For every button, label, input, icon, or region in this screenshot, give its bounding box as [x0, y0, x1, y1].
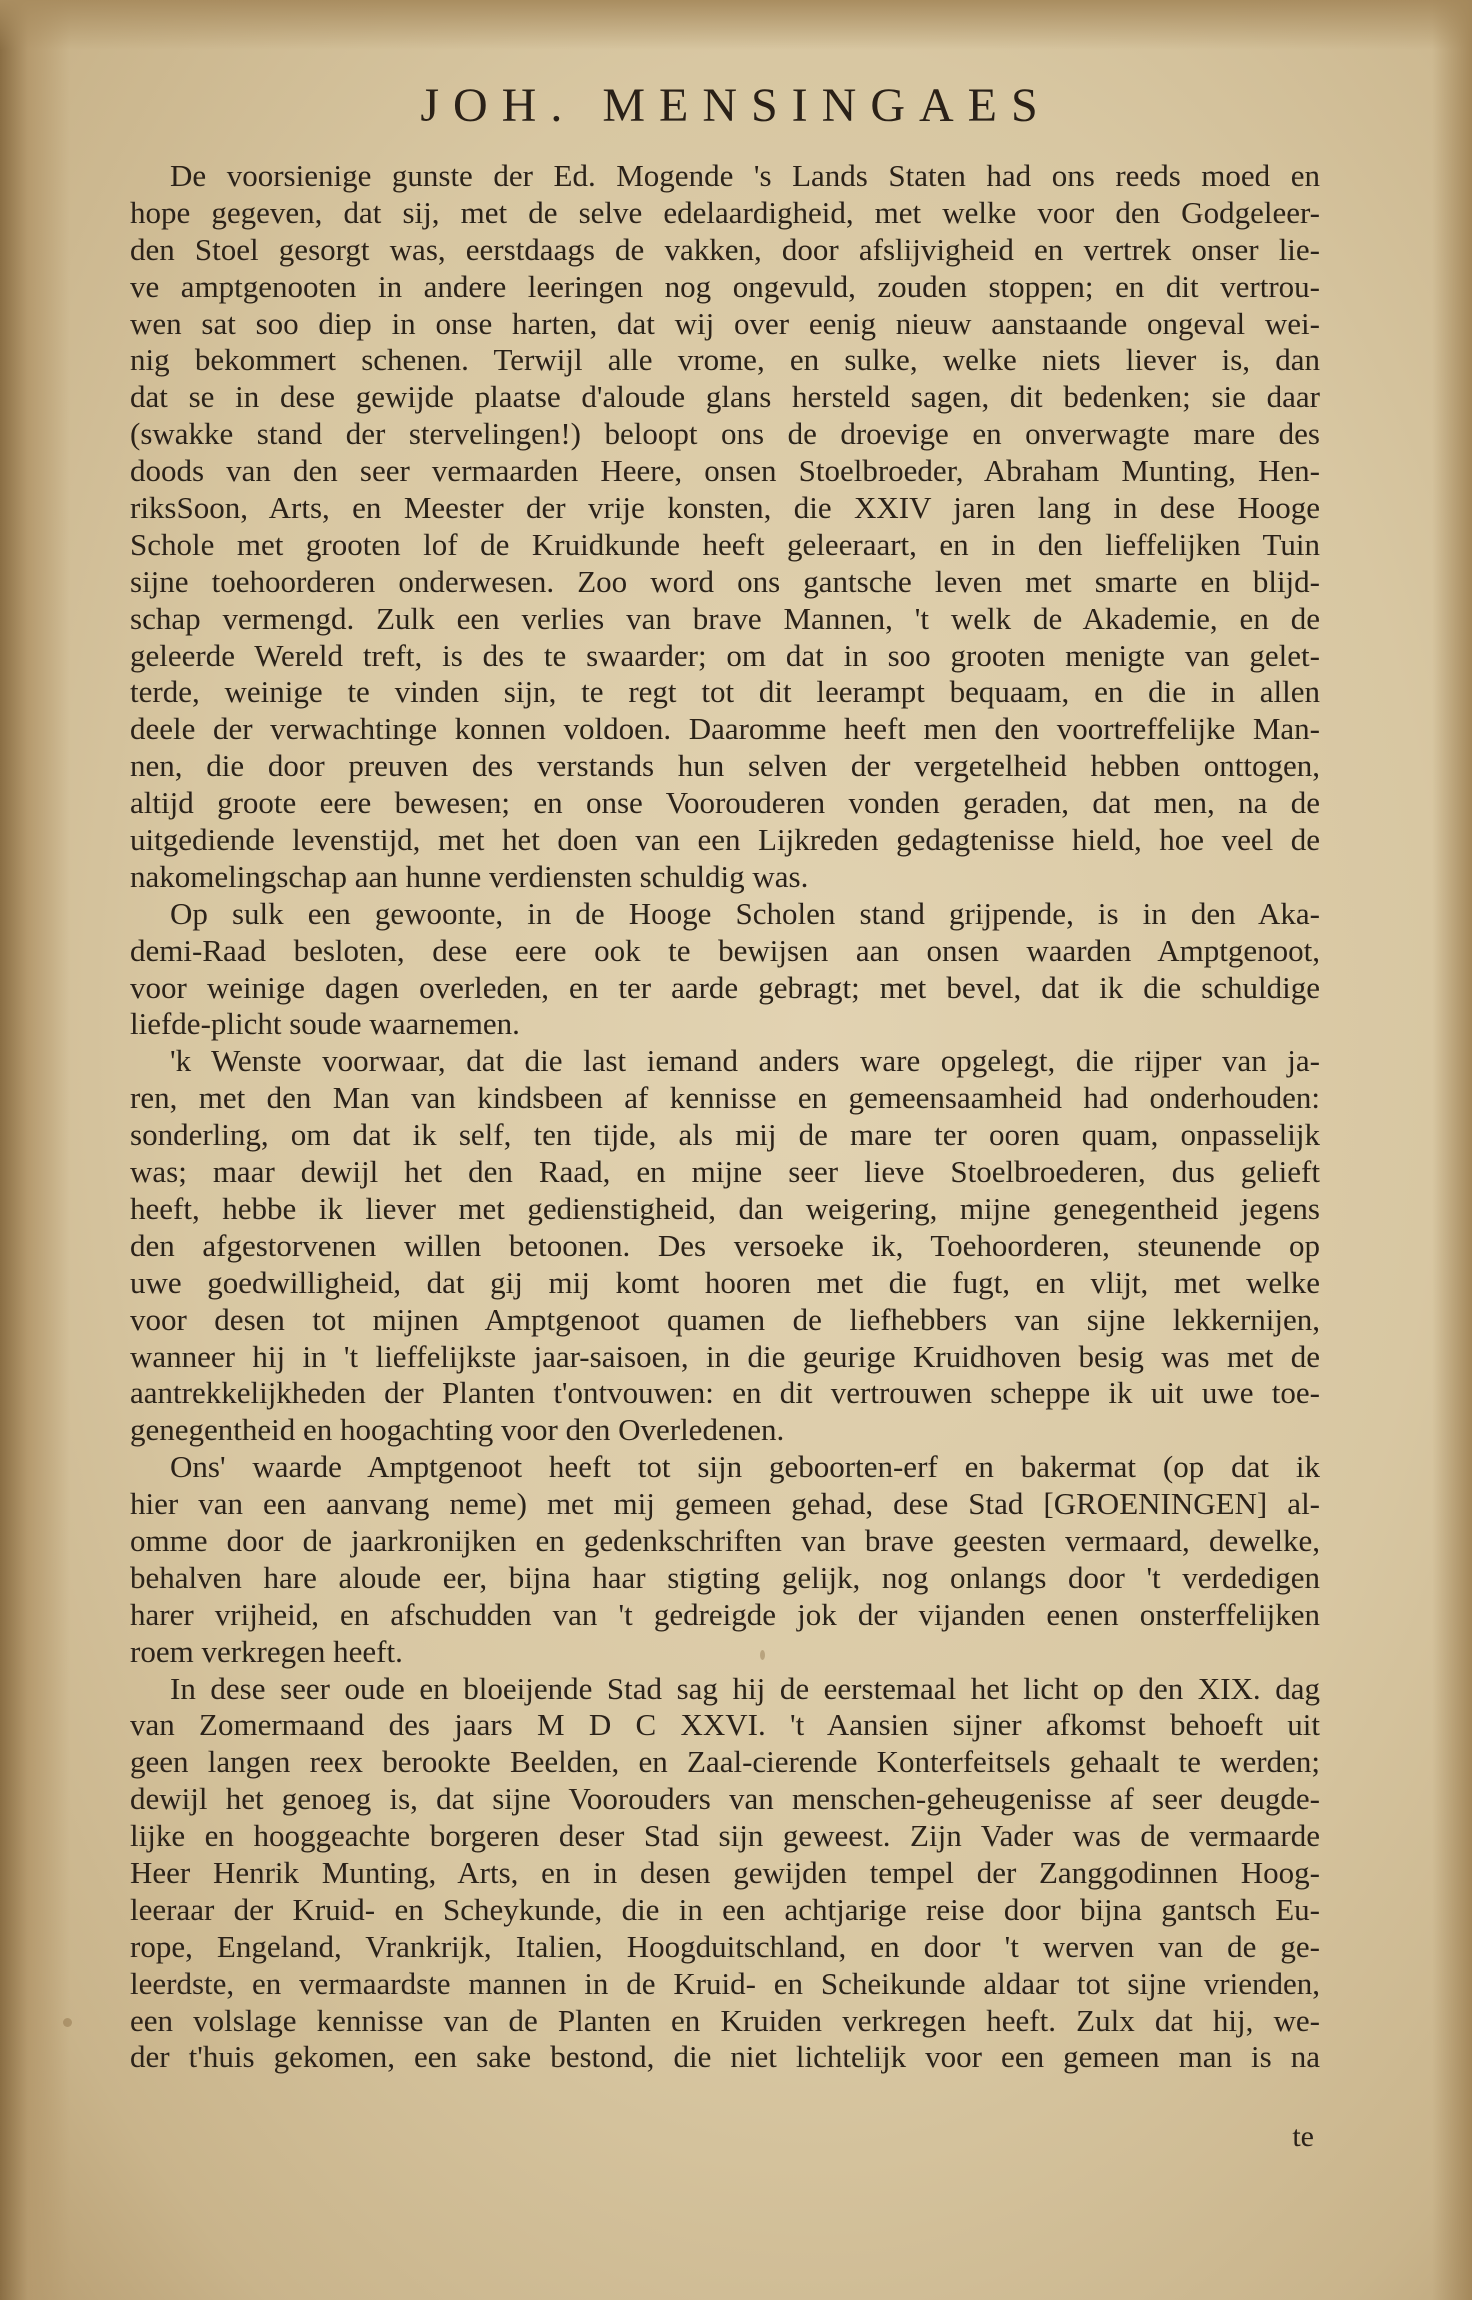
text-line: Schole met grooten lof de Kruidkunde heeft geleeraart, en in den lieffelijken Tuin [130, 526, 1320, 562]
text-line: altijd groote eere bewesen; en onse Voorouderen vonden geraden, dat men, na de [130, 785, 1320, 821]
text-line: 'k Wenste voorwaar, dat die last iemand anders ware opgelegt, die rijper van ja- [170, 1043, 1320, 1079]
text-line: den Stoel gesorgt was, eerstdaags de vakken, door afslijvigheid en vertrek onser lie- [130, 231, 1320, 267]
text-line: was; maar dewijl het den Raad, en mijne seer lieve Stoelbroederen, dus gelieft [130, 1154, 1320, 1190]
text-line: van Zomermaand des jaars M D C XXVI. 't Aansien sijner afkomst behoeft uit [130, 1707, 1320, 1743]
text-line: lijke en hooggeachte borgeren deser Stad sijn geweest. Zijn Vader was de vermaarde [130, 1818, 1320, 1854]
text-line: Ons' waarde Amptgenoot heeft tot sijn geboorten-erf en bakermat (op dat ik [170, 1449, 1320, 1485]
page-shadow-top [0, 0, 1472, 50]
text-line: liefde-plicht soude waarnemen. [130, 1006, 520, 1042]
text-line: een volslage kennisse van de Planten en Kruiden verkregen heeft. Zulx dat hij, we- [130, 2002, 1320, 2038]
text-line: nen, die door preuven des verstands hun selven der vergetelheid hebben onttogen, [130, 748, 1320, 784]
text-line: genegentheid en hoogachting voor den Overledenen. [130, 1412, 785, 1448]
text-line: heeft, hebbe ik liever met gedienstigheid, dan weigering, mijne genegentheid jegens [130, 1190, 1320, 1226]
text-line: omme door de jaarkronijken en gedenkschriften van brave geesten vermaard, dewelke, [130, 1522, 1320, 1558]
text-line: demi-Raad besloten, dese eere ook te bewijsen aan onsen waarden Amptgenoot, [130, 932, 1320, 968]
text-line: rope, Engeland, Vrankrijk, Italien, Hoogduitschland, en door 't werven van de ge- [130, 1928, 1320, 1964]
text-line: geleerde Wereld treft, is des te swaarder; om dat in soo grooten menigte van gelet- [130, 637, 1320, 673]
running-header: JOH. MENSINGAES [420, 79, 1052, 132]
foxing-spot [63, 2018, 72, 2027]
text-line: doods van den seer vermaarden Heere, onsen Stoelbroeder, Abraham Munting, Hen- [130, 453, 1320, 489]
text-line: nig bekommert schenen. Terwijl alle vrome, en sulke, welke niets liever is, dan [130, 342, 1320, 378]
text-line: Heer Henrik Munting, Arts, en in desen gewijden tempel der Zanggodinnen Hoog- [130, 1854, 1320, 1890]
text-line: De voorsienige gunste der Ed. Mogende 's Lands Staten had ons reeds moed en [170, 158, 1320, 193]
page-shadow-left [0, 0, 70, 2300]
text-line: ren, met den Man van kindsbeen af kennisse en gemeensaamheid had onderhouden: [130, 1080, 1320, 1116]
text-line: aantrekkelijkheden der Planten t'ontvouwen: en dit vertrouwen scheppe ik uit uwe toe- [130, 1375, 1320, 1411]
text-line: hope gegeven, dat sij, met de selve edelaardigheid, met welke voor den Godgeleer- [130, 194, 1320, 230]
catchword: te [1292, 2120, 1314, 2153]
text-line: roem verkregen heeft. [130, 1633, 403, 1669]
text-line: wanneer hij in 't lieffelijkste jaar-saisoen, in die geurige Kruidhoven besig was met de [130, 1338, 1320, 1374]
text-line: leerdste, en vermaardste mannen in de Kruid- en Scheikunde aldaar tot sijne vrienden, [130, 1965, 1320, 2001]
text-line: voor weinige dagen overleden, en ter aarde gebragt; met bevel, dat ik die schuldige [130, 969, 1320, 1005]
text-line: deele der verwachtinge konnen voldoen. Daaromme heeft men den voortreffelijke Man- [130, 711, 1320, 747]
text-line: geen langen reex berookte Beelden, en Zaal-cierende Konterfeitsels gehaalt te werden; [130, 1744, 1320, 1780]
text-line: sijne toehoorderen onderwesen. Zoo word ons gantsche leven met smarte en blijd- [130, 563, 1320, 599]
body-text [130, 158, 1320, 2076]
text-line: terde, weinige te vinden sijn, te regt tot dit leerampt bequaam, en die in allen [130, 674, 1320, 710]
text-line: uitgediende levenstijd, met het doen van een Lijkreden gedagtenisse hield, hoe veel de [130, 822, 1320, 858]
text-line: nakomelingschap aan hunne verdiensten schuldig was. [130, 858, 809, 894]
text-line: hier van een aanvang neme) met mij gemeen gehad, dese Stad [GROENINGEN] al- [130, 1486, 1320, 1522]
text-line: riksSoon, Arts, en Meester der vrije konsten, die XXIV jaren lang in dese Hooge [130, 490, 1320, 526]
text-line: ve amptgenooten in andere leeringen nog ongevuld, zouden stoppen; en dit vertrou- [130, 268, 1320, 304]
page-shadow-right [1432, 0, 1472, 2300]
text-line: dat se in dese gewijde plaatse d'aloude glans hersteld sagen, dit bedenken; sie daar [130, 379, 1320, 415]
text-line: den afgestorvenen willen betoonen. Des versoeke ik, Toehoorderen, steunende op [130, 1227, 1320, 1263]
text-line: uwe goedwilligheid, dat gij mij komt hooren met die fugt, en vlijt, met welke [130, 1264, 1320, 1300]
text-line: wen sat soo diep in onse harten, dat wij over eenig nieuw aanstaande ongeval wei- [130, 305, 1320, 341]
text-line: der t'huis gekomen, een sake bestond, die niet lichtelijk voor een gemeen man is na [130, 2039, 1320, 2075]
text-line: schap vermengd. Zulk een verlies van brave Mannen, 't welk de Akademie, en de [130, 600, 1320, 636]
text-line: leeraar der Kruid- en Scheykunde, die in een achtjarige reise door bijna gantsch Eu- [130, 1891, 1320, 1927]
text-line: Op sulk een gewoonte, in de Hooge Scholen stand grijpende, is in den Aka- [170, 895, 1320, 931]
text-line: voor desen tot mijnen Amptgenoot quamen de liefhebbers van sijne lekkernijen, [130, 1301, 1320, 1337]
text-line: (swakke stand der stervelingen!) beloopt ons de droevige en onverwagte mare des [130, 416, 1320, 452]
text-line: behalven hare aloude eer, bijna haar stigting gelijk, nog onlangs door 't verdedigen [130, 1559, 1320, 1595]
text-line: In dese seer oude en bloeijende Stad sag hij de eerstemaal het licht op den XIX. dag [170, 1670, 1320, 1706]
text-line: dewijl het genoeg is, dat sijne Voorouders van menschen-geheugenisse af seer deugde- [130, 1781, 1320, 1817]
text-line: sonderling, om dat ik self, ten tijde, als mij de mare ter ooren quam, onpasselijk [130, 1117, 1320, 1153]
text-line: harer vrijheid, en afschudden van 't gedreigde jok der vijanden eenen onsterffelijken [130, 1596, 1320, 1632]
